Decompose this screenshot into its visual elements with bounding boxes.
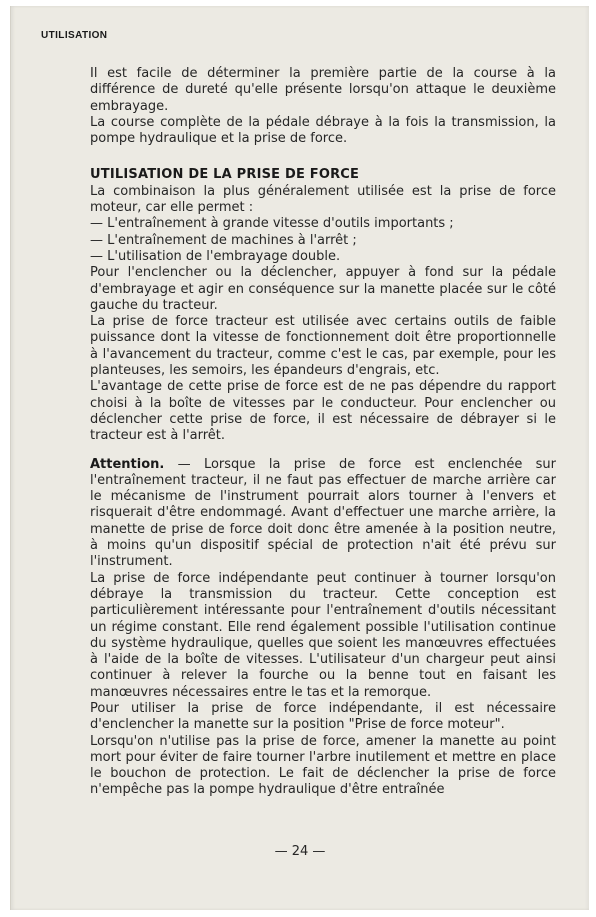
section-heading: UTILISATION DE LA PRISE DE FORCE bbox=[90, 167, 360, 183]
list-item: — L'utilisation de l'embrayage double. bbox=[90, 248, 341, 264]
section-lead: La combinaison la plus généralement utilisée est la prise de force moteur, car elle permet : bbox=[90, 183, 556, 216]
section-paragraph-1: Pour l'enclencher ou la déclencher, appuyer à fond sur la pédale d'embrayage et agir en conséquence sur la manette placée sur le côté gauche du tracteur. bbox=[90, 265, 556, 313]
intro-paragraph-1: Il est facile de déterminer la première partie de la course à la différence de dureté qu'elle présente lorsqu'on attaque le deuxième embrayage. bbox=[90, 66, 556, 114]
closing-paragraph-2: Pour utiliser la prise de force indépendante, il est nécessaire d'enclencher la manette sur la position "Prise de force moteur". bbox=[90, 700, 556, 733]
closing-paragraph-3: Lorsqu'on n'utilise pas la prise de force, amener la manette au point mort pour éviter de faire tourner l'arbre inutilement et mettre en place le bouchon de protection. Le fait de déclencher la prise de force n'empêche pas la pompe hydraulique d'être entraînée bbox=[90, 733, 556, 798]
page-number: — 24 — bbox=[274, 844, 326, 859]
attention-text: — Lorsque la prise de force est enclenchée sur l'entraînement tracteur, il ne faut pas effectuer de marche arrière car le mécanisme de l'instrument pourrait alors tourner à l'envers et risquerait d'être endommagé. Avant d'effectuer une marche arrière, la manette de prise de force doit donc être amenée à la position neutre, à moins qu'un dispositif spécial de protection n'ait été prévu sur l'instrument. bbox=[90, 456, 556, 570]
list-item: — L'entraînement à grande vitesse d'outils importants ; bbox=[90, 216, 454, 232]
document-page bbox=[10, 6, 589, 910]
attention-paragraph bbox=[90, 457, 556, 571]
running-head: UTILISATION bbox=[41, 30, 108, 41]
intro-paragraph-2: La course complète de la pédale débraye à la fois la transmission, la pompe hydraulique et la prise de force. bbox=[90, 114, 556, 147]
list-item: — L'entraînement de machines à l'arrêt ; bbox=[90, 232, 357, 248]
page-body bbox=[90, 66, 556, 799]
attention-label: Attention. bbox=[90, 456, 165, 472]
section-paragraph-2: La prise de force tracteur est utilisée avec certains outils de faible puissance dont la vitesse de fonctionnement doit être proportionnelle à l'avancement du tracteur, comme c'est le cas, par exemple, pour les planteuses, les semoirs, les épandeurs d'engrais, etc. bbox=[90, 314, 556, 379]
closing-paragraph-1: La prise de force indépendante peut continuer à tourner lorsqu'on débraye la transmission du tracteur. Cette conception est particulièrement intéressante pour l'entraînement d'outils nécessitant un régime constant. Elle rend également possible l'utilisation continue du système hydraulique, quelles que soient les manœuvres effectuées à l'aide de la boîte de vitesses. L'utilisateur d'un chargeur peut ainsi continuer à relever la fourche ou la benne tout en faisant les manœuvres nécessaires entre le tas et la remorque. bbox=[90, 570, 556, 700]
section-paragraph-3: L'avantage de cette prise de force est de ne pas dépendre du rapport choisi à la boîte de vitesses par le conducteur. Pour enclencher ou déclencher cette prise de force, il est nécessaire de débrayer si le tracteur est à l'arrêt. bbox=[90, 379, 556, 444]
